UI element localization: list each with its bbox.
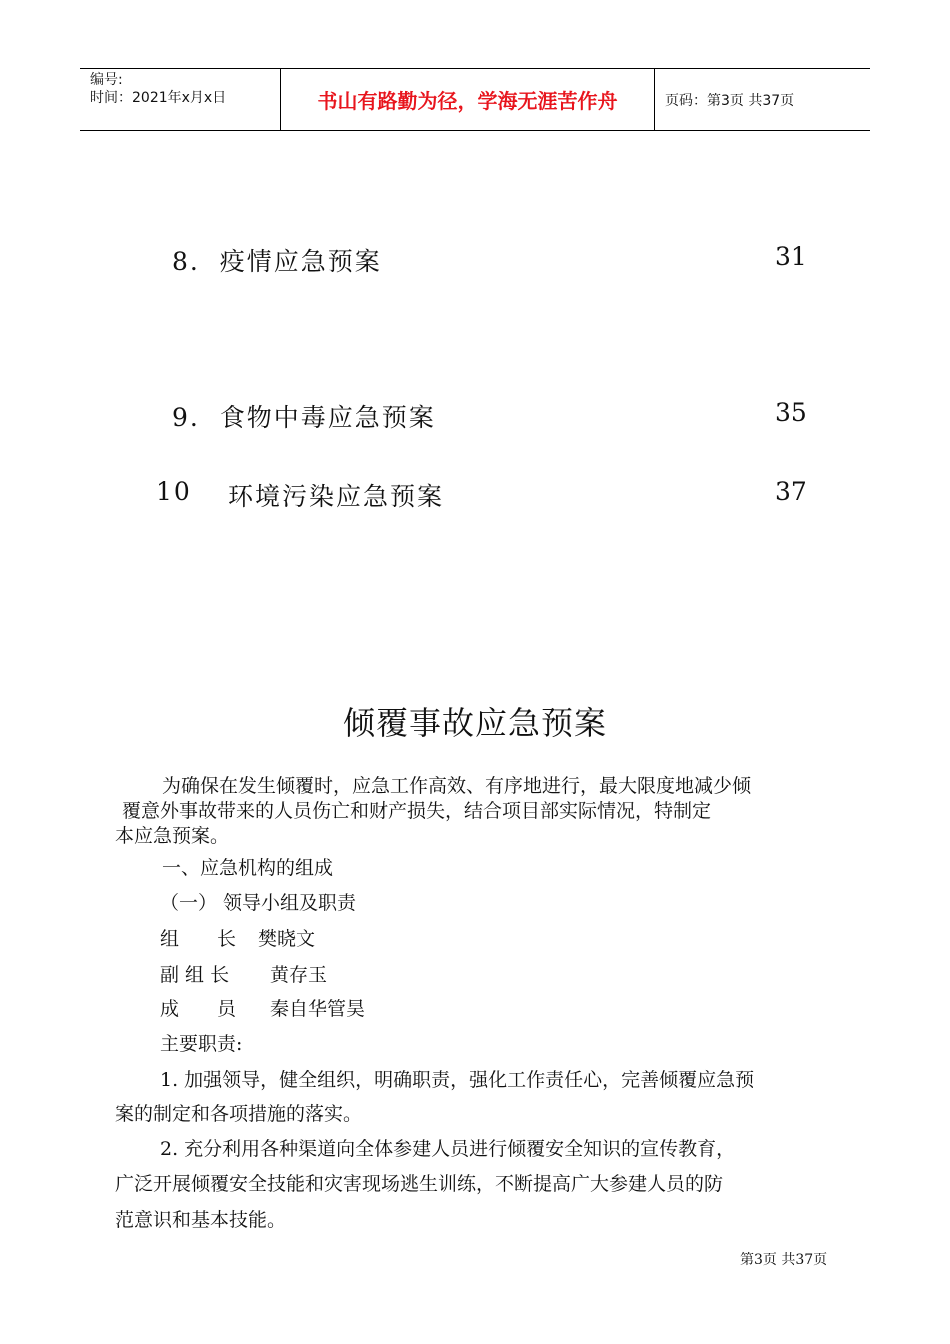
- toc-item-title: 疫情应急预案: [219, 247, 382, 276]
- toc-item: [156, 477, 192, 506]
- header-motto: 书山有路勤为径，学海无涯苦作舟: [281, 69, 655, 130]
- intro-line: 覆意外事故带来的人员伤亡和财产损失，结合项目部实际情况，特制定: [122, 800, 712, 822]
- member-role: 组 长: [160, 928, 237, 950]
- toc-item-title: 食物中毒应急预案: [219, 403, 436, 432]
- time-label: 时间：2021年x月x日: [90, 90, 227, 106]
- member-name: 秦自华管昊: [270, 998, 366, 1020]
- header-page-info: 页码：第3页 共37页: [665, 92, 795, 109]
- toc-item-number: 10: [156, 477, 192, 506]
- member-role: 副 组 长: [160, 964, 230, 986]
- duty-line: 范意识和基本技能。: [115, 1209, 287, 1231]
- duty-line: 2. 充分利用各种渠道向全体参建人员进行倾覆安全知识的宣传教育，: [160, 1138, 736, 1160]
- toc-item: [172, 398, 436, 434]
- document-title: 倾覆事故应急预案: [342, 704, 607, 742]
- intro-line: 本应急预案。: [115, 825, 230, 847]
- header-meta: [80, 69, 281, 130]
- toc-item-page: 37: [775, 477, 807, 506]
- member-role: 成 员: [160, 998, 237, 1020]
- member-name: 樊晓文: [258, 928, 316, 950]
- toc-item-number: 9.: [172, 403, 200, 432]
- section-heading: 一、应急机构的组成: [162, 857, 334, 879]
- duties-label: 主要职责:: [160, 1033, 243, 1055]
- intro-line: 为确保在发生倾覆时，应急工作高效、有序地进行，最大限度地减少倾: [162, 775, 752, 797]
- toc-item-page: 35: [775, 398, 807, 427]
- number-label: 编号:: [90, 72, 123, 88]
- subsection-heading: （一） 领导小组及职责: [160, 892, 357, 914]
- page-footer: 第3页 共37页: [740, 1252, 828, 1268]
- toc-item-title: 环境污染应急预案: [228, 482, 445, 511]
- duty-line: 案的制定和各项措施的落实。: [115, 1103, 363, 1125]
- toc-item-number: 8.: [172, 247, 200, 276]
- duty-line: 1. 加强领导，健全组织，明确职责，强化工作责任心，完善倾覆应急预: [160, 1069, 755, 1091]
- toc-item-page: 31: [775, 242, 807, 271]
- page-header: [80, 68, 870, 131]
- toc-item: [172, 242, 382, 278]
- duty-line: 广泛开展倾覆安全技能和灾害现场逃生训练，不断提高广大参建人员的防: [115, 1173, 724, 1195]
- member-name: 黄存玉: [270, 964, 328, 986]
